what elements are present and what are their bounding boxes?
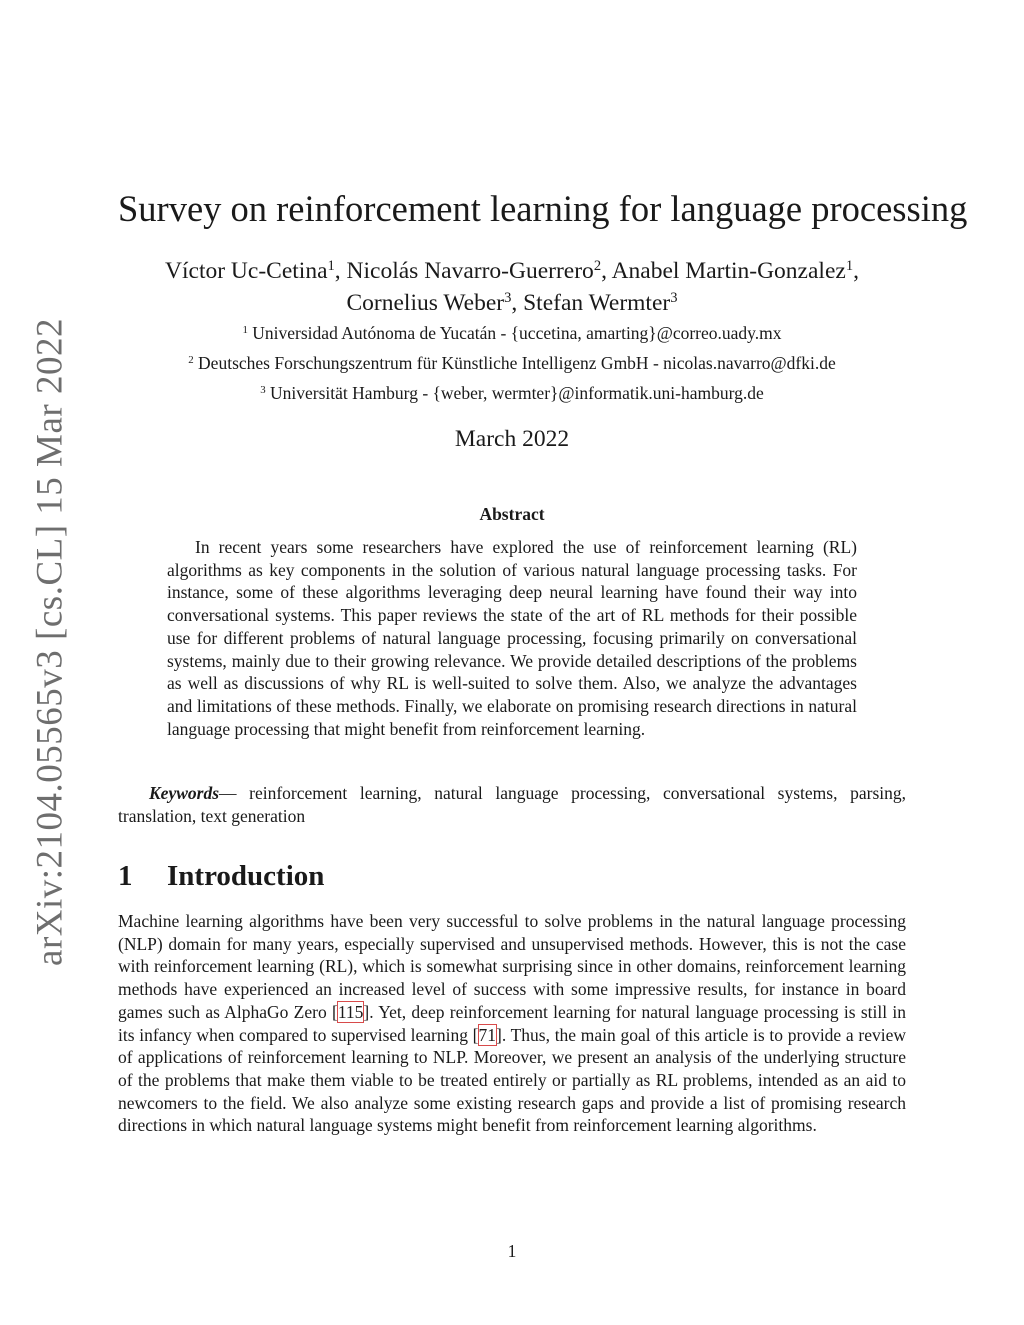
section-heading [118, 858, 906, 894]
author-affiliation-mark: 1 [327, 258, 335, 274]
keywords [118, 782, 906, 827]
author-list: Víctor Uc-Cetina$^1$, Nicolás Navarro-Guerrero$^2$, Anabel Martin-Gonzalez$^1$, Cornelius Weber$^3$, Stefan Wermter$^3$ [165, 258, 859, 316]
author-name: Víctor Uc-Cetina [165, 258, 328, 284]
affiliation-text: Universidad Autónoma de Yucatán - {uccetina, amarting}@correo.uady.mx [252, 323, 782, 343]
arxiv-identifier: arXiv:2104.05565v3 [cs.CL] 15 Mar 2022 [29, 318, 71, 966]
affiliation [118, 382, 906, 404]
publication-date: March 2022 [454, 426, 570, 452]
section-title: Introduction [167, 860, 325, 892]
keywords-label: Keywords [149, 783, 219, 803]
author-name: Anabel Martin-Gonzalez [611, 258, 846, 284]
affiliation-mark: 1 [242, 324, 248, 337]
author-affiliation-mark: 3 [670, 290, 678, 306]
affiliation-text: Universität Hamburg - {weber, wermter}@informatik.uni-hamburg.de [270, 383, 764, 403]
intro-text: ]. Thus, the main goal of this article is to provide a review of applications of reinforcement learning to NLP. Moreover, we present an analysis of the underlying structure of the problems that make them viable to be treated entirely or partially as RL problems, intended as an aid to newcomers to the field. We also analyze some existing research gaps and provide a list of promising research directions in which natural language systems might benefit from reinforcement learning algorithms. [118, 1024, 907, 1136]
author-name: Nicolás Navarro-Guerrero [346, 258, 594, 284]
author-name: Cornelius Weber [346, 290, 505, 316]
author-name: Stefan Wermter [523, 290, 671, 316]
page-number: 1 [507, 1241, 517, 1261]
intro-text: ]. Yet, deep reinforcement learning for natural language processing is still in its infancy when compared to supervised learning [ [118, 1001, 906, 1045]
citation-link[interactable]: 71 [478, 1024, 497, 1045]
citation-link[interactable]: 115 [337, 1001, 364, 1022]
affiliation [118, 352, 906, 374]
paper-title: Survey on reinforcement learning for language processing [118, 188, 968, 229]
author-affiliation-mark: 3 [504, 290, 512, 306]
affiliation-mark: 3 [260, 384, 266, 397]
author-affiliation-mark: 1 [845, 258, 854, 274]
affiliation-text: Deutsches Forschungszentrum für Künstliche Intelligenz GmbH - nicolas.navarro@dfki.de [198, 353, 836, 373]
section-number: 1 [118, 860, 133, 892]
keywords-text: — reinforcement learning, natural language processing, conversational systems, parsing, translation, text generation [118, 783, 906, 826]
author-affiliation-mark: 2 [593, 258, 602, 274]
intro-paragraph [118, 910, 906, 1137]
intro-text: Machine learning algorithms have been very successful to solve problems in the natural language processing (NLP) domain for many years, especially supervised and unsupervised methods. However, this is not the case with reinforcement learning (RL), which is somewhat surprising since in other domains, reinforcement learning methods have experienced an increased level of success with some impressive results, for instance in board games such as AlphaGo Zero [ [118, 911, 906, 1022]
abstract-text: In recent years some researchers have explored the use of reinforcement learning (RL) algorithms as key components in the solution of various natural language processing tasks. For instance, some of these algorithms leveraging deep neural learning have found their way into conversational systems. This paper reviews the state of the art of RL methods for their possible use for different problems of natural language processing, focusing primarily on conversational systems, mainly due to their growing relevance. We provide detailed descriptions of the problems as well as discussions of why RL is well-suited to solve them. Also, we analyze the advantages and limitations of these methods. Finally, we elaborate on promising research directions in natural language processing that might benefit from reinforcement learning. [167, 537, 857, 739]
affiliation-mark: 2 [188, 354, 194, 367]
affiliation [118, 322, 906, 344]
abstract-heading: Abstract [479, 504, 545, 524]
